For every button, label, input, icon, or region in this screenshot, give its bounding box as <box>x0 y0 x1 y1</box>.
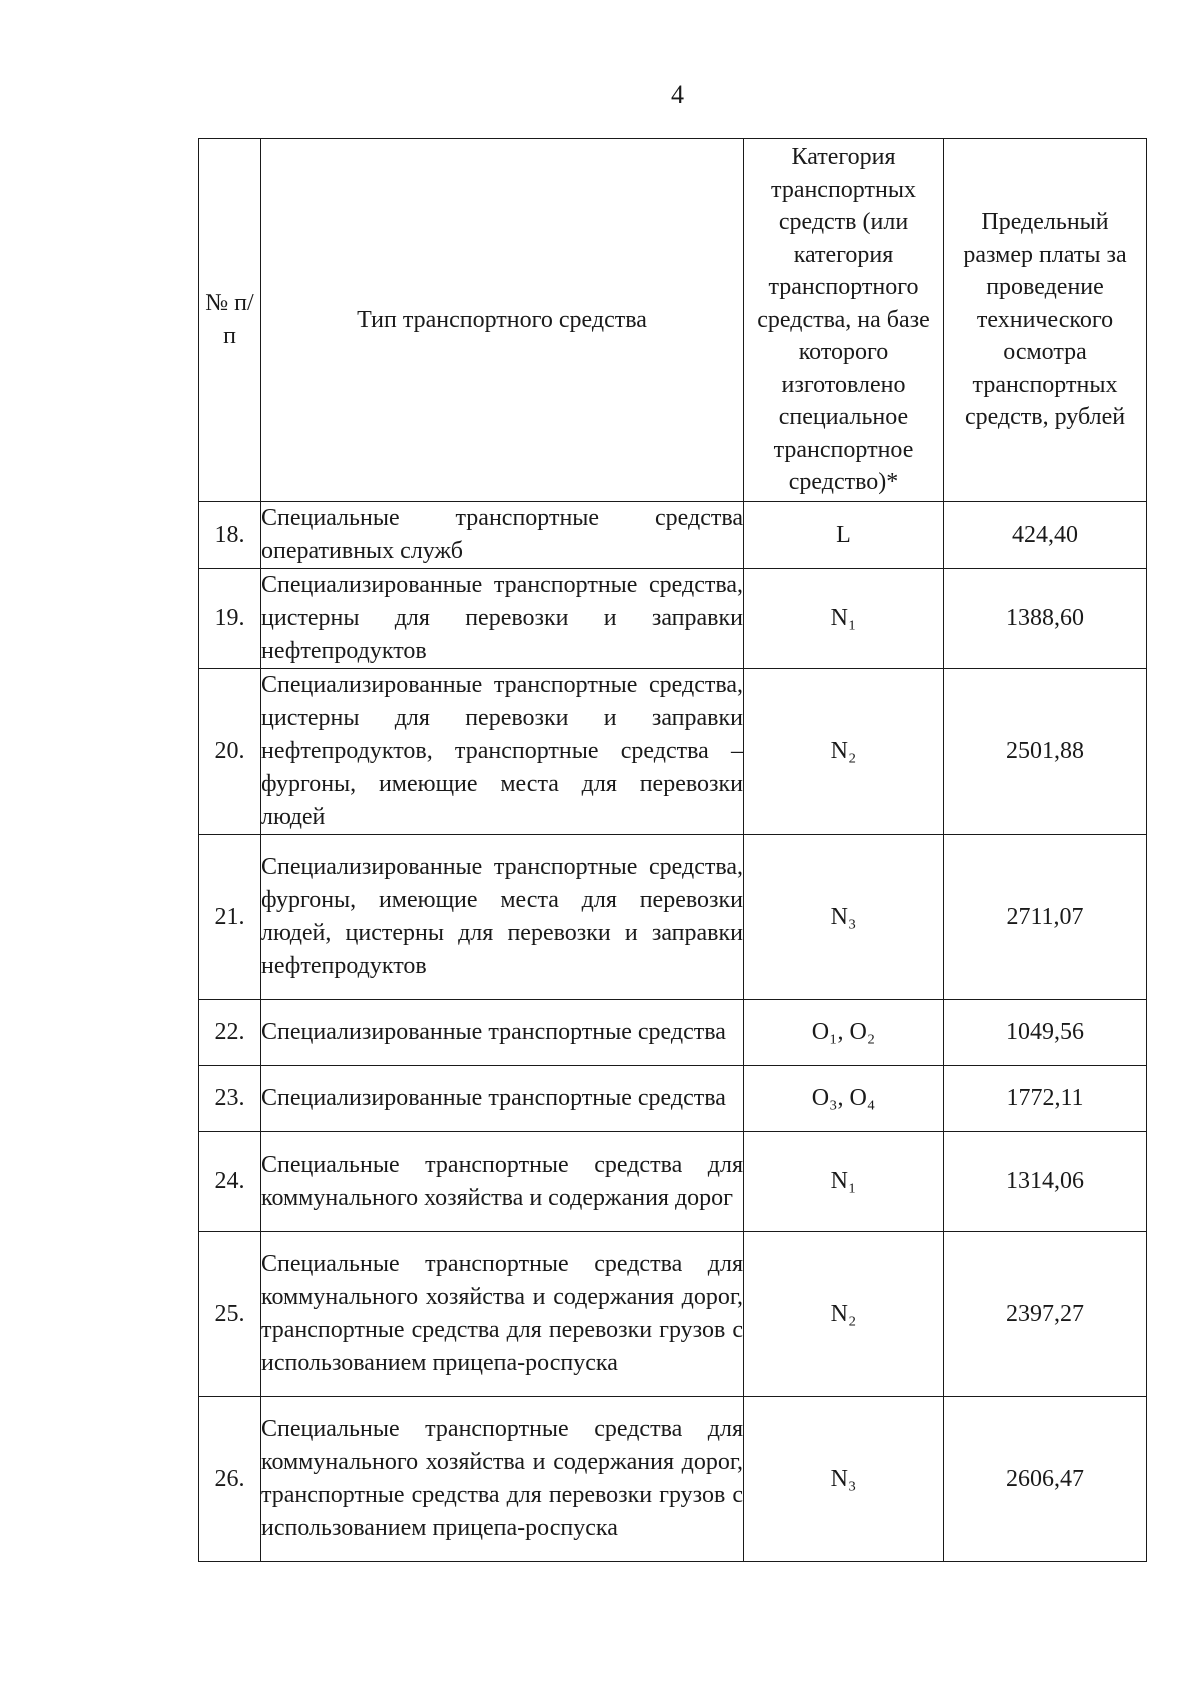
row-fee: 2711,07 <box>944 835 1147 1000</box>
table-header-row <box>199 139 1147 502</box>
row-number: 25. <box>199 1232 261 1397</box>
row-category: O₁, O₂ <box>744 1000 944 1066</box>
row-type: Специальные транспортные средства для коммунального хозяйства и содержания дорог, транспортные средства для перевозки грузов с использованием прицепа-роспуска <box>261 1397 744 1562</box>
table-row <box>199 1132 1147 1232</box>
row-type: Специализированные транспортные средства, фургоны, имеющие места для перевозки людей, цистерны для перевозки и заправки нефтепродуктов <box>261 835 744 1000</box>
table-row <box>199 1397 1147 1562</box>
row-type: Специальные транспортные средства для коммунального хозяйства и содержания дорог <box>261 1132 744 1232</box>
row-category: N₁ <box>744 569 944 669</box>
table-row <box>199 502 1147 569</box>
row-category: N₂ <box>744 1232 944 1397</box>
row-fee: 1388,60 <box>944 569 1147 669</box>
row-type: Специализированные транспортные средства, цистерны для перевозки и заправки нефтепродуктов <box>261 569 744 669</box>
row-fee: 2606,47 <box>944 1397 1147 1562</box>
row-category: N₁ <box>744 1132 944 1232</box>
table-row <box>199 1066 1147 1132</box>
row-fee: 1772,11 <box>944 1066 1147 1132</box>
header-fee: Предельный размер платы за проведение технического осмотра транспортных средств, рублей <box>944 139 1147 502</box>
row-type: Специальные транспортные средства для коммунального хозяйства и содержания дорог, транспортные средства для перевозки грузов с использованием прицепа-роспуска <box>261 1232 744 1397</box>
row-number: 18. <box>199 502 261 569</box>
header-type: Тип транспортного средства <box>261 139 744 502</box>
row-number: 23. <box>199 1066 261 1132</box>
row-type: Специальные транспортные средства оперативных служб <box>261 502 744 569</box>
row-fee: 1049,56 <box>944 1000 1147 1066</box>
fee-table <box>198 138 1147 1562</box>
row-number: 20. <box>199 669 261 835</box>
table-row <box>199 669 1147 835</box>
row-type: Специализированные транспортные средства <box>261 1000 744 1066</box>
row-category: N₂ <box>744 669 944 835</box>
row-number: 19. <box>199 569 261 669</box>
header-number: № п/п <box>199 139 261 502</box>
row-fee: 424,40 <box>944 502 1147 569</box>
header-category: Категория транспортных средств (или категория транспортного средства, на базе которого изготовлено специальное транспортное средство)* <box>744 139 944 502</box>
row-number: 26. <box>199 1397 261 1562</box>
table-row <box>199 1232 1147 1397</box>
row-category: N₃ <box>744 1397 944 1562</box>
row-fee: 1314,06 <box>944 1132 1147 1232</box>
row-category: O₃, O₄ <box>744 1066 944 1132</box>
table-row <box>199 835 1147 1000</box>
table-row <box>199 1000 1147 1066</box>
row-category: L <box>744 502 944 569</box>
row-type: Специализированные транспортные средства <box>261 1066 744 1132</box>
row-number: 22. <box>199 1000 261 1066</box>
row-fee: 2501,88 <box>944 669 1147 835</box>
row-category: N₃ <box>744 835 944 1000</box>
row-number: 21. <box>199 835 261 1000</box>
page-number: 4 <box>671 80 684 109</box>
row-type: Специализированные транспортные средства, цистерны для перевозки и заправки нефтепродуктов, транспортные средства – фургоны, имеющие места для перевозки людей <box>261 669 744 835</box>
row-fee: 2397,27 <box>944 1232 1147 1397</box>
row-number: 24. <box>199 1132 261 1232</box>
table-row <box>199 569 1147 669</box>
